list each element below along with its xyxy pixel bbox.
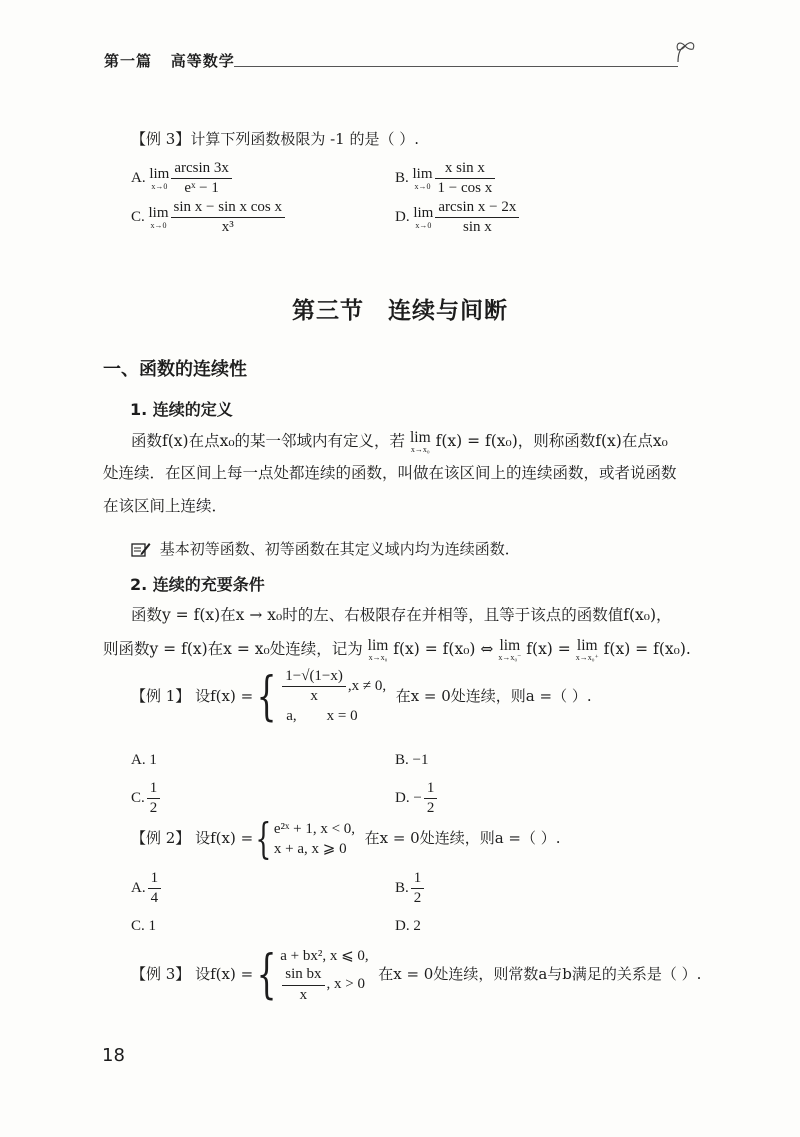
prev-example3-question: 【例 3】计算下列函数极限为 -1 的是（ ）. (131, 130, 419, 148)
sub1-heading: 1. 连续的定义 (130, 400, 233, 419)
prev-option-c: C. lim x→0 $\frac{\text{sin x − sin x cos x}}{\text{x³}}$ (131, 199, 287, 237)
condition-line2: 则函数y = f(x)在x = x₀处连续，记为 lim x→x₀ f(x) = f(x₀) ⇔ lim x→x₀⁻ f(x) = lim x→x₀⁺ f(x) = f(x₀). (103, 636, 691, 663)
definition-line3: 在该区间上连续． (103, 497, 228, 515)
ex2-option-d: D. 2 (395, 918, 421, 934)
ex2-option-c: C. 1 (131, 918, 157, 934)
note (131, 538, 520, 559)
note-text: 基本初等函数、初等函数在其定义域内均为连续函数． (159, 540, 520, 558)
definition-line2: 处连续．在区间上每一点处都连续的函数，叫做在该区间上的连续函数，或者说函数 (103, 464, 677, 482)
ex2-option-b: B. $\frac{1}{2}$ (395, 870, 426, 908)
ex2-option-a: A. $\frac{1}{4}$ (131, 870, 163, 908)
example1: 【例 1】 设f(x) ={ $\frac{1-√(1-x)}{x}$ ,x ≠ 0, a, x = 0 在x = 0处连续，则a =（ ）. (131, 666, 592, 727)
condition-line1: 函数y = f(x)在x → x₀时的左、右极限存在并相等，且等于该点的函数值f(x₀)， (131, 606, 672, 624)
example3: 【例 3】 设f(x) ={ a + bx², x ⩽ 0, $\frac{\text{sin bx}}{x}$ , x > 0 在x = 0处连续，则常数a与b满足的关系是（ ）. (131, 944, 702, 1005)
example-label: 【例 3】 (131, 964, 191, 983)
prev-option-a: A. lim x→0 $\frac{\arcsin 3x}{\text{eˣ − 1}}$ (131, 160, 234, 198)
example-label: 【例 1】 (131, 686, 191, 705)
part1-heading: 一、函数的连续性 (103, 359, 247, 380)
running-header (104, 50, 235, 71)
example-label: 【例 3】 (131, 130, 191, 148)
ex1-option-c: C. $\frac{1}{2}$ (131, 780, 162, 818)
sub2-heading: 2. 连续的充要条件 (130, 575, 265, 594)
ex1-option-b: B. −1 (395, 752, 429, 768)
note-pencil-icon (131, 541, 151, 557)
example2: 【例 2】 设f(x) ={ e²ˣ + 1, x < 0, x + a, x ⩾ 0 在x = 0处连续，则a =（ ）. (131, 814, 561, 863)
page-number: 18 (102, 1045, 125, 1066)
ex1-option-a: A. 1 (131, 752, 157, 768)
ex1-option-d: D. − $\frac{1}{2}$ (395, 780, 439, 818)
header-rule (234, 66, 678, 67)
header-part: 第一篇 (104, 52, 153, 70)
sprout-icon (672, 38, 698, 64)
section-title: 第三节 连续与间断 (292, 298, 508, 324)
definition-line1: 函数f(x)在点x₀的某一邻域内有定义，若 lim x→x₀ f(x) = f(x₀)，则称函数f(x)在点x₀ (131, 428, 668, 455)
prev-option-b: B. lim x→0 $\frac{\text{x sin x}}{\text{1 − cos x}}$ (395, 160, 497, 198)
prev-option-d: D. lim x→0 $\frac{\text{arcsin x − 2x}}{\text{sin x}}$ (395, 199, 521, 237)
header-subject: 高等数学 (170, 52, 235, 70)
example-label: 【例 2】 (131, 829, 191, 847)
